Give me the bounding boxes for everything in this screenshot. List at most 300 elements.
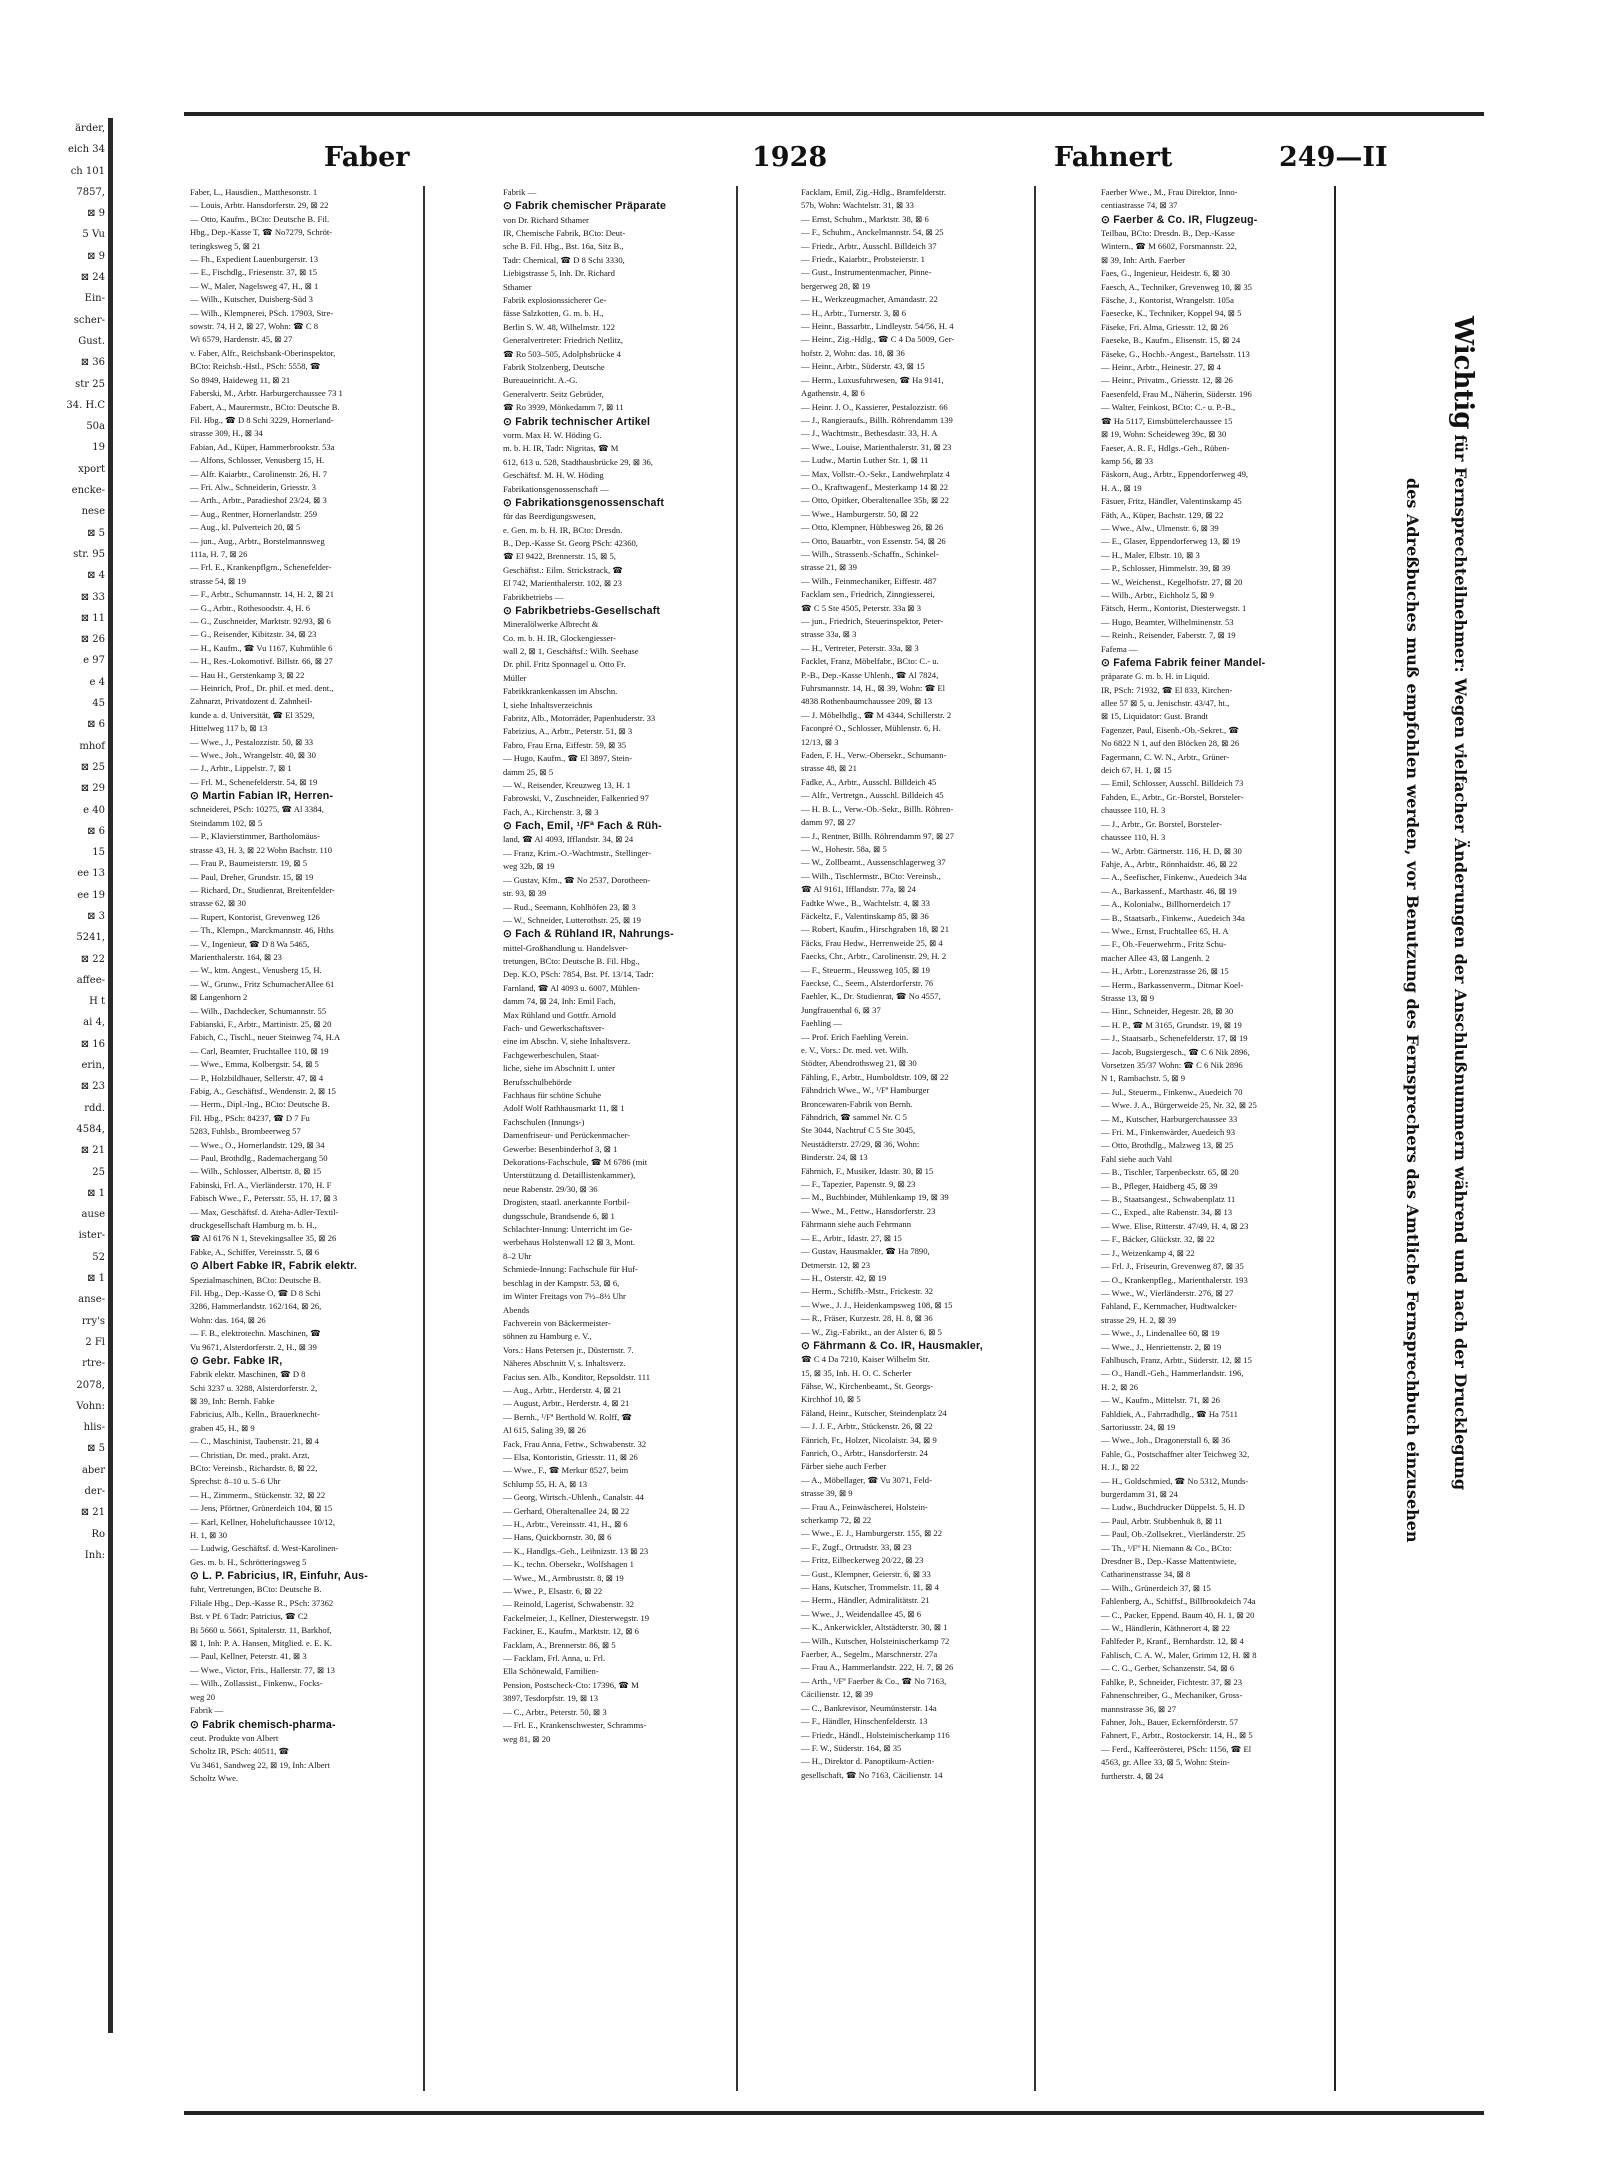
directory-line: Zahnarzt, Privatdozent d. Zahnheil- (190, 696, 313, 707)
directory-line: Fanrich, O., Arbtr., Hansdorferstr. 24 (801, 1447, 928, 1458)
directory-line: — F., Händler, Hinschenfelderstr. 13 (801, 1716, 928, 1727)
directory-line: bergerweg 28, ⊠ 19 (801, 280, 871, 291)
directory-line: — Fh., Expedient Lauenburgerstr. 13 (190, 254, 319, 265)
directory-line: Fabke, A., Schiffer, Vereinsstr. 5, ⊠ 6 (190, 1246, 320, 1257)
directory-line: — Paul, Arbtr. Stubbenhuk 8, ⊠ 11 (1101, 1515, 1223, 1526)
directory-line: — Friedr., Kaiarbtr., Probsteierstr. 1 (801, 254, 925, 265)
directory-line: — Richard, Dr., Studienrat, Breitenfelder- (190, 884, 335, 895)
directory-line: Fachgewerbeschulen, Staat- (503, 1049, 600, 1060)
edge-fragment: 50a (86, 421, 105, 433)
directory-line: neue Rabenstr. 29/30, ⊠ 36 (503, 1183, 598, 1194)
directory-line: — A., Seefischer, Finkenw., Auedeich 34a (1101, 872, 1247, 883)
edge-fragment: e 97 (83, 655, 105, 667)
directory-line: — Robert, Kaufm., Hirschgraben 18, ⊠ 21 (801, 924, 950, 935)
notice-title: Wichtig (1448, 316, 1478, 430)
directory-line: I, siehe Inhaltsverzeichnis (503, 699, 593, 710)
directory-line: ⊙ L. P. Fabricius, IR, Einfuhr, Aus- (190, 1570, 368, 1583)
directory-line: ⊠ Langenhorn 2 (190, 992, 248, 1003)
directory-line: eine im Abschn. V, siehe Inhaltsverz. (503, 1036, 631, 1047)
directory-line: Fäcks, Frau Hedw., Herrenweide 25, ⊠ 4 (801, 937, 943, 948)
directory-line: ⊙ Fach, Emil, ¹/Fª Fach & Rüh- (503, 820, 662, 833)
directory-line: strasse 54, ⊠ 19 (190, 575, 246, 586)
directory-line: — Wwe., Ernst, Fruchtallee 65, H. A (1101, 925, 1229, 936)
directory-line: 4563, gr. Allee 33, ⊠ 5, Wohn: Stein- (1101, 1757, 1230, 1768)
directory-line: H. A., ⊠ 19 (1101, 482, 1142, 493)
directory-line: — H., Goldschmied, ☎ No 5312, Munds- (1101, 1475, 1249, 1486)
directory-line: Fack, Frau Anna, Fettw., Schwabenstr. 32 (503, 1438, 647, 1449)
directory-line: — Wwe., Louise, Marienthalerstr. 31, ⊠ 23 (801, 441, 952, 452)
directory-line: — Fritz, Eilbeckerweg 20/22, ⊠ 23 (801, 1555, 924, 1566)
directory-line: Faesch, A., Techniker, Grevenweg 10, ⊠ 35 (1101, 281, 1252, 292)
directory-line: dungsschule, Brandsende 6, ⊠ 1 (503, 1210, 615, 1221)
directory-line: — Arth., ¹/Fª Faerber & Co., ☎ No 7163, (801, 1675, 947, 1686)
directory-line: — F., Steuerm., Heussweg 105, ⊠ 19 (801, 964, 930, 975)
directory-line: Faerber Wwe., M., Frau Direktor, Inno- (1101, 187, 1238, 197)
directory-line: Fabinski, Frl. A., Vierländerstr. 170, H. F (190, 1179, 332, 1190)
directory-line: Unterstützung d. Detaillistenkammer), (503, 1170, 636, 1181)
directory-line: Generalvertreter: Friedrich Netlitz, (503, 335, 624, 346)
directory-line: 3286, Hammerlandstr. 162/164, ⊠ 26, (190, 1301, 322, 1312)
directory-line: Fäseke, G., Hochb.-Angest., Bartelsstr. 113 (1101, 348, 1250, 359)
directory-line: — W., Arbtr. Gärtnerstr. 116, H. D, ⊠ 30 (1101, 845, 1242, 856)
directory-line: — Heinr., Arbtr., Heinestr. 27, ⊠ 4 (1101, 362, 1221, 373)
directory-line: v. Faber, Alfr., Reichsbank-Oberinspektor, (190, 347, 336, 358)
directory-line: Mineralölwerke Albrecht & (503, 619, 599, 630)
directory-line: Fäsuer, Fritz, Händler, Valentinskamp 45 (1101, 496, 1242, 507)
directory-line: — Wilh., Klempnerei, PSch. 17903, Stre- (190, 307, 334, 318)
directory-line: Fabrowski, V., Zuschneider, Falkenried 97 (503, 793, 649, 804)
directory-line: Schi 3237 u. 3288, Alsterdorferstr. 2, (190, 1382, 318, 1393)
directory-line: H. 1, ⊠ 30 (190, 1530, 228, 1541)
directory-line: — Heinr., Zig.-Hdlg., ☎ C 4 Da 5009, Ger- (801, 334, 955, 345)
directory-line: — Wilh., Kutscher, Holsteinischerkamp 72 (801, 1635, 950, 1646)
directory-line: Jungfrauenthal 6, ⊠ 37 (801, 1004, 881, 1015)
edge-fragment: rry's (81, 1315, 105, 1327)
directory-line: Liebigstrasse 5, Inh. Dr. Richard (503, 268, 615, 279)
directory-line: — F., Arbtr., Schumannstr. 14, H. 2, ⊠ 21 (190, 589, 335, 600)
edge-fragment: erin, (81, 1060, 105, 1072)
directory-line: strasse 48, ⊠ 21 (801, 763, 857, 774)
directory-line: Teilbau, BCto: Dresdn. B., Dep.-Kasse (1101, 228, 1235, 239)
directory-line: Fach, A., Kirchenstr. 3, ⊠ 3 (503, 806, 599, 817)
directory-line: — Wwe., Joh., Wrangelstr. 40, ⊠ 30 (190, 750, 316, 761)
directory-line: Fähse, W., Kirchenbeamt., St. Georgs- (801, 1380, 934, 1391)
directory-line: Hbg., Dep.-Kasse T, ☎ No7279, Schröt- (190, 227, 333, 238)
directory-line: — Reinold, Lagerist, Schwabenstr. 32 (503, 1599, 635, 1610)
directory-line: — B., Staatsarb., Finkenw., Auedeich 34a (1101, 912, 1245, 923)
directory-line: ⊠ 15, Liquidator: Gust. Brandt (1101, 711, 1208, 722)
directory-line: strasse 39, ⊠ 9 (801, 1488, 853, 1499)
directory-line: macher Allee 43, ⊠ Langenh. 2 (1101, 952, 1210, 963)
directory-line: — Heinr., Privatm., Griesstr. 12, ⊠ 26 (1101, 375, 1233, 386)
directory-line: Wohn: das. 164, ⊠ 26 (190, 1314, 266, 1325)
directory-line: — Wwe., F., ☎ Merkur 8527, beim (503, 1465, 629, 1476)
edge-fragment: ause (81, 1209, 105, 1221)
directory-line: sche B. Fil. Hbg., Bst. 16a, Sitz B., (503, 241, 624, 252)
directory-line: Max Rühland und Gottfr. Arnold (503, 1009, 616, 1020)
directory-line: Fabianski, F., Arbtr., Martinistr. 25, ⊠ 20 (190, 1018, 332, 1029)
edge-fragment: anse- (78, 1294, 105, 1306)
directory-line: Vu 9671, Alsterdorferstr. 2, H., ⊠ 39 (190, 1341, 317, 1352)
edge-fragment: e 4 (89, 676, 105, 688)
edge-fragment: ⊠ 26 (80, 634, 105, 646)
directory-line: ⊙ Fabrik technischer Artikel (503, 415, 651, 428)
directory-line: — W., Händlerin, Käthnerort 4, ⊠ 22 (1101, 1623, 1230, 1634)
edge-fragment: ⊠ 23 (80, 1081, 105, 1093)
directory-line: 4838 Rothenbaumchaussee 209, ⊠ 13 (801, 696, 933, 707)
directory-line: 612, 613 u. 528, Stadthausbrücke 29, ⊠ 36, (503, 456, 653, 467)
directory-line: — Wwe., M., Fettw., Hansdorferstr. 23 (801, 1205, 936, 1216)
directory-line: Damenfriseur- und Perückenmacher- (503, 1130, 631, 1141)
directory-line: — Gerhard, Oberaltenallee 24, ⊠ 22 (503, 1505, 630, 1516)
directory-line: — K., Ankerwickler, Altstädterstr. 30, ⊠ 1 (801, 1622, 948, 1633)
directory-line: — O., Handl.-Geh., Hammerlandstr. 196, (1101, 1368, 1244, 1379)
directory-line: B., Dep.-Kasse St. Georg PSch: 42360, (503, 537, 638, 548)
directory-line: — Alfr., Vertretgn., Ausschl. Billdeich 45 (801, 790, 944, 801)
directory-line: Dep. K.O, PSch: 7854, Bst. Pf. 13/14, Tadr: (503, 969, 654, 980)
directory-line: — Max, Vollstr.-O.-Sekr., Landwehrplatz 4 (801, 468, 950, 479)
directory-line: Faes, G., Ingenieur, Heidestr. 6, ⊠ 30 (1101, 268, 1231, 279)
directory-line: — Paul, Dreher, Grundstr. 15, ⊠ 19 (190, 871, 314, 882)
directory-line: sowstr. 74, H 2, ⊠ 27, Wohn: ☎ C 8 (190, 321, 319, 332)
edge-fragment: ⊠ 6 (87, 719, 105, 731)
directory-line: Fäsche, J., Kontorist, Wrangelstr. 105a (1101, 295, 1234, 306)
directory-line: — Th., ¹/Fª H. Niemann & Co., BCto: (1101, 1542, 1232, 1553)
directory-line: — F., Tapezier, Papenstr. 9, ⊠ 23 (801, 1179, 916, 1190)
entry-column-4 (1101, 186, 1336, 2091)
directory-line: ☎ Ro 503–505, Adolphsbrücke 4 (503, 348, 621, 359)
directory-line: — C. G., Gerber, Schanzenstr. 54, ⊠ 6 (1101, 1663, 1235, 1674)
notice-text-2: des Adreßbuches muß empfohlen werden, vor Benutzung des Fernsprechers das Amtliche Fernsprechbuch einzusehen (1403, 478, 1422, 1543)
edge-fragment: aber (81, 1464, 105, 1476)
directory-line: — W., Weichenst., Kegelhofstr. 27, ⊠ 20 (1101, 576, 1243, 587)
directory-line: Fahlisch, C. A. W., Maler, Grimm 12, H. ⊠ 8 (1101, 1649, 1257, 1660)
directory-line: Spezialmaschinen, BCto: Deutsche B. (190, 1274, 322, 1285)
directory-line: Fackiner, E., Kaufm., Marktstr. 12, ⊠ 6 (503, 1626, 639, 1637)
edge-fragment: 25 (92, 1166, 105, 1178)
directory-line: BCto: Vereinsb., Richardstr. 8, ⊠ 22, (190, 1462, 318, 1473)
directory-line: — W., Maler, Nagelsweg 47, H., ⊠ 1 (190, 280, 319, 291)
directory-line: Fil. Hbg., PSch: 84237, ☎ D 7 Fu (190, 1112, 310, 1123)
directory-line: von Dr. Richard Sthamer (503, 214, 589, 225)
directory-line: — C., Packer, Eppend. Baum 40, H. 1, ⊠ 20 (1101, 1609, 1255, 1620)
directory-line: Faesenfeld, Frau M., Näherin, Süderstr. 196 (1101, 388, 1252, 399)
directory-line: — Ludw., Martin Luther Str. 1, ⊠ 11 (801, 455, 929, 466)
directory-line: — W., Kaufm., Mittelstr. 71, ⊠ 26 (1101, 1395, 1220, 1406)
directory-line: teringksweg 5, ⊠ 21 (190, 240, 261, 251)
directory-line: — Herm., Luxusfuhrwesen, ☎ Ha 9141, (801, 374, 944, 385)
directory-line: Scholtz IR, PSch: 40511, ☎ (190, 1746, 290, 1757)
directory-line: — Wwe., M., Armbruststr. 8, ⊠ 19 (503, 1572, 624, 1583)
directory-line: Kirchhof 10, ⊠ 5 (801, 1394, 861, 1405)
directory-line: mannstrasse 36, ⊠ 27 (1101, 1703, 1176, 1714)
directory-line: str. 93, ⊠ 39 (503, 888, 547, 899)
directory-line: Faeser, A. R. F., Hdlgs.-Geh., Rüben- (1101, 442, 1230, 453)
directory-line: — H., Werkzeugmacher, Amandastr. 22 (801, 294, 938, 305)
directory-line: furtherstr. 4, ⊠ 24 (1101, 1770, 1164, 1781)
directory-line: — Heinr., Bassarbtr., Lindleystr. 54/56, H. 4 (801, 321, 954, 332)
directory-line: ⊙ Fabrik chemisch-pharma- (190, 1718, 336, 1731)
directory-line: — A., Kolonialw., Billhornerdeich 17 (1101, 899, 1231, 910)
directory-line: — Arth., Arbtr., Paradieshof 23/24, ⊠ 3 (190, 495, 327, 506)
directory-line: So 8949, Haideweg 11, ⊠ 21 (190, 374, 291, 385)
directory-line: — F., Bäcker, Glückstr. 32, ⊠ 22 (1101, 1234, 1215, 1245)
directory-line: Fabrikbetriebs — (503, 591, 564, 602)
directory-line: Binderstr. 24, ⊠ 13 (801, 1152, 868, 1163)
directory-line: Fährnich, F., Musiker, Idastr. 30, ⊠ 15 (801, 1165, 934, 1176)
directory-line: Gewerbe: Besenbinderhof 3, ⊠ 1 (503, 1143, 618, 1154)
telephone-notice (1444, 316, 1484, 1916)
edge-fragment: Gust. (78, 335, 105, 347)
directory-line: — K., techn. Obersekr., Wolfshagen 1 (503, 1559, 634, 1570)
directory-line: — Wwe., W., Vierländerstr. 276, ⊠ 27 (1101, 1287, 1234, 1298)
directory-line: Berlin S. W. 48, Wilhelmstr. 122 (503, 321, 615, 332)
directory-line: Fackelmeier, J., Kellner, Diesterwegstr. 19 (503, 1612, 650, 1623)
directory-line: — Wwe., P., Elsastr. 6, ⊠ 22 (503, 1586, 603, 1597)
edge-fragment: ai 4, (83, 1017, 105, 1029)
directory-line: kunde a. d. Universität, ☎ El 3529, (190, 709, 315, 720)
directory-line: — Hugo, Beamter, Wilhelminenstr. 53 (1101, 616, 1234, 627)
directory-line: deich 67, H. 1, ⊠ 15 (1101, 765, 1172, 776)
directory-line: Fabrikationsgenossenschaft — (503, 483, 609, 494)
directory-line: — Wwe. J. A., Bürgerweide 25, Nr. 32, ⊠ 25 (1101, 1100, 1257, 1111)
directory-line: — Wwe. Elise, Ritterstr. 47/49, H. 4, ⊠ 23 (1101, 1220, 1249, 1231)
directory-line: — H., Res.-Lokomotivf. Billstr. 66, ⊠ 27 (190, 656, 333, 667)
edge-fragment: ⊠ 9 (87, 208, 105, 220)
directory-line: damm 97, ⊠ 27 (801, 817, 856, 828)
directory-line: — G., Reisender, Kibitzstr. 34, ⊠ 23 (190, 629, 317, 640)
directory-line: Stödter, Abendrothsweg 21, ⊠ 30 (801, 1058, 917, 1069)
directory-line: ☎ Ha 5117, Eimsbüttelerchaussee 15 (1101, 415, 1233, 426)
directory-line: — H. P., ☎ M 3165, Grundstr. 19, ⊠ 19 (1101, 1019, 1242, 1030)
directory-line: — Wilh., Tischlermstr., BCto: Vereinsb., (801, 870, 941, 881)
edge-fragment: str. 95 (73, 548, 105, 560)
directory-line: fuhr, Vertretungen, BCto: Deutsche B. (190, 1584, 322, 1595)
directory-line: — jun., Aug., Arbtr., Borstelmannsweg (190, 535, 325, 546)
directory-line: — H., Zimmerm., Stückenstr. 32, ⊠ 22 (190, 1489, 326, 1500)
directory-line: Fätsch, Herm., Kontorist, Diesterwegstr. 1 (1101, 603, 1247, 614)
directory-line: — E., Arbtr., Idastr. 27, ⊠ 15 (801, 1232, 902, 1243)
directory-line: Drogisten, staatl. anerkannte Fortbil- (503, 1197, 630, 1208)
directory-line: — Gust., Instrumentenmacher, Pinne- (801, 267, 932, 278)
directory-line: — Wwe., E. J., Hamburgerstr. 155, ⊠ 22 (801, 1528, 943, 1539)
directory-line: — Wilh., Feinmechaniker, Eiffestr. 487 (801, 575, 937, 586)
directory-line: — Aug., Arbtr., Herderstr. 4, ⊠ 21 (503, 1384, 622, 1395)
directory-line: strasse 43, H. 3, ⊠ 22 Wohn Bachstr. 110 (190, 844, 333, 855)
directory-line: Fahlenberg, A., Schiffsf., Billbrookdeich 74a (1101, 1596, 1256, 1607)
directory-line: — Carl, Beamter, Fruchtallee 110, ⊠ 19 (190, 1045, 329, 1056)
directory-line: — Frl. E., Krankenpflgrn., Schenefelder- (190, 562, 332, 573)
directory-line: Facklet, Franz, Möbelfabr., BCto: C.- u. (801, 656, 939, 667)
directory-line: Fach- und Gewerkschaftsver- (503, 1022, 605, 1033)
directory-page (184, 112, 1484, 2115)
directory-line: No 6822 N 1, auf den Blöcken 28, ⊠ 26 (1101, 738, 1240, 749)
directory-line: — A., Möbellager, ☎ Vu 3071, Feld- (801, 1474, 932, 1485)
directory-line: — W., ktm. Angest., Venusberg 15, H. (190, 965, 322, 976)
directory-line: m. b. H. IR, Tadr: Nigritas, ☎ M (503, 443, 619, 454)
directory-line: für das Beerdigungswesen, (503, 511, 596, 522)
directory-line: e. Gen. m. b. H. IR, BCto: Dresdn. (503, 524, 623, 535)
edge-fragment: ⊠ 1 (87, 1187, 105, 1199)
directory-line: Schmiede-Innung: Fachschule für Huf- (503, 1264, 638, 1275)
directory-line: — J., Staatsarb., Schenefelderstr. 17, ⊠ 19 (1101, 1033, 1248, 1044)
directory-line: Fahl siehe auch Vahl (1101, 1153, 1173, 1164)
directory-line: Sartoriusstr. 24, ⊠ 19 (1101, 1421, 1176, 1432)
directory-line: — F. B., elektrotechn. Maschinen, ☎ (190, 1328, 321, 1339)
directory-line: Fagenzer, Paul, Eisenb.-Ob.-Sekret., ☎ (1101, 724, 1240, 735)
edge-fragment: ⊠ 24 (80, 272, 105, 284)
directory-line: tretungen, BCto: Deutsche B. Fil. Hbg., (503, 955, 640, 966)
directory-line: — Frl. M., Schenefelderstr. 54, ⊠ 19 (190, 776, 318, 787)
directory-line: land, ☎ Al 4093, Ifflandstr. 34, ⊠ 24 (503, 834, 634, 845)
directory-line: — C., Bankrevisor, Neumünsterstr. 14a (801, 1702, 937, 1713)
edge-fragment: ⊠ 33 (80, 591, 105, 603)
directory-line: — Elsa, Kontoristin, Griesstr. 11, ⊠ 26 (503, 1451, 638, 1462)
directory-line: — Friedr., Arbtr., Ausschl. Billdeich 37 (801, 240, 937, 251)
edge-fragment: Vohn: (76, 1400, 105, 1412)
directory-line: — G., Zuschneider, Marktstr. 92/93, ⊠ 6 (190, 616, 331, 626)
directory-line: ⊙ Fach & Rühland IR, Nahrungs- (503, 928, 674, 941)
directory-line: allee 57 ⊠ 5, u. Jenischstr. 43/47, ht., (1101, 698, 1230, 709)
directory-line: — Hans, Kutscher, Trommelstr. 11, ⊠ 4 (801, 1582, 939, 1593)
directory-line: Agathenstr. 4, ⊠ 6 (801, 388, 865, 399)
directory-line: 3897, Tesdorpfstr. 19, ⊠ 13 (503, 1693, 599, 1704)
directory-line: — V., Ingenieur, ☎ D 8 Wa 5465, (190, 938, 310, 949)
edge-fragment: ⊠ 9 (87, 250, 105, 262)
directory-line: — W., Hohestr. 58a, ⊠ 5 (801, 843, 887, 854)
directory-line: — Wwe., O., Hornerlandstr. 129, ⊠ 34 (190, 1139, 325, 1150)
directory-line: Fäland, Heinr., Kutscher, Steindenplatz 24 (801, 1407, 947, 1418)
directory-line: Adolf Wolf Rathhausmarkt 11, ⊠ 1 (503, 1103, 625, 1114)
directory-line: — M., Kutscher, Harburgerchaussee 33 (1101, 1113, 1238, 1124)
header-year: 1928 (752, 142, 828, 173)
directory-line: Hittelweg 117 b, ⊠ 13 (190, 723, 268, 734)
directory-line: ⊙ Fabrikbetriebs-Gesellschaft (503, 604, 661, 617)
edge-fragment: Ein- (84, 293, 105, 305)
directory-line: — Gustav, Hausmakler, ☎ Ha 7890, (801, 1246, 930, 1257)
directory-line: Geschäftsf. M. H. W. Höding (503, 470, 604, 481)
edge-fragment: 2 Fl (85, 1336, 105, 1348)
directory-line: — Wilh., Arbtr., Eichholz 5, ⊠ 9 (1101, 589, 1214, 600)
directory-line: — Max, Geschäftsf. d. Ateha-Adler-Textil- (190, 1206, 339, 1217)
directory-line: strasse 29, H. 2, ⊠ 39 (1101, 1314, 1176, 1325)
directory-line: Wi 6579, Hardenstr. 45, ⊠ 27 (190, 334, 293, 345)
directory-line: 15, ⊠ 35, Inh. H. O. C. Scherler (801, 1367, 912, 1378)
directory-line: Bureaueinricht. A.-G. (503, 375, 578, 386)
edge-fragment: Ro (91, 1528, 105, 1540)
directory-line: ⊠ 39, Inh: Arth. Faerber (1101, 254, 1186, 265)
edge-fragment: ärder, (75, 123, 105, 134)
directory-line: — G., Arbtr., Rothesoodstr. 4, H. 6 (190, 602, 311, 613)
directory-line: — jun., Friedrich, Steuerinspektor, Peter- (801, 616, 944, 626)
directory-line: Pension, Postscheck-Cto: 17396, ☎ M (503, 1679, 639, 1690)
directory-line: 8–2 Uhr (503, 1250, 532, 1261)
directory-line: — Wilh., Grünerdeich 37, ⊠ 15 (1101, 1582, 1211, 1593)
directory-line: Fil. Hbg., ☎ D 8 Schi 3229, Hornerland- (190, 414, 334, 425)
directory-line: — Louis, Arbtr. Hansdorferstr. 29, ⊠ 22 (190, 200, 329, 211)
directory-line: ☎ Al 9161, Ifflandstr. 77a, ⊠ 24 (801, 884, 916, 895)
directory-line: Vorsetzen 35/37 Wohn: ☎ C 6 Nik 2896 (1101, 1060, 1243, 1070)
directory-line: — Otto, Kaufm., BCto: Deutsche B. Fil. (190, 213, 330, 224)
directory-line: Fabrik explosionssicherer Ge- (503, 295, 607, 306)
directory-line: Fähling, F., Arbtr., Humboldtstr. 109, ⊠ 22 (801, 1071, 949, 1082)
directory-line: Fachschulen (Innungs-) (503, 1116, 585, 1127)
directory-line: Steindamm 102, ⊠ 5 (190, 817, 263, 828)
directory-line: ⊙ Gebr. Fabke IR, (190, 1354, 283, 1367)
directory-line: — H., Arbtr., Lorenzstrasse 26, ⊠ 15 (1101, 966, 1229, 977)
directory-line: — Wilh., Strassenb.-Schaffn., Schinkel- (801, 548, 939, 559)
directory-line: Schlump 55, H. A, ⊠ 13 (503, 1478, 588, 1489)
directory-line: Vu 3461, Sandweg 22, ⊠ 19, Inh: Albert (190, 1759, 330, 1770)
directory-line: — Aug., Rentner, Hornerlandstr. 259 (190, 508, 318, 519)
directory-line: Fabian, Ad., Küper, Hammerbrookstr. 53a (190, 441, 335, 452)
directory-line: Berufsschulbehörde (503, 1076, 572, 1087)
directory-line: — Wilh., Schlosser, Albertstr. 8, ⊠ 15 (190, 1166, 322, 1177)
edge-fragment: ee 13 (77, 868, 105, 880)
directory-line: Fuhrsmannstr. 14, H., ⊠ 39, Wohn: ☎ El (801, 683, 946, 694)
edge-fragment: 2078, (76, 1379, 105, 1391)
directory-line: — F., Zugf., Ortrudstr. 33, ⊠ 23 (801, 1541, 912, 1552)
directory-line: — B., Pfleger, Haidberg 45, ⊠ 39 (1101, 1180, 1218, 1191)
directory-line: — Ludw., Buchdrucker Düppelst. 5, H. D (1101, 1502, 1245, 1513)
directory-line: — Heinr., Arbtr., Süderstr. 43, ⊠ 15 (801, 361, 925, 372)
directory-line: — Th., Klempn., Marckmannstr. 46, Hths (190, 925, 334, 936)
directory-line: — F., Schuhm., Anckelmannstr. 54, ⊠ 25 (801, 227, 944, 238)
directory-line: — F. W., Süderstr. 164, ⊠ 35 (801, 1742, 902, 1753)
directory-line: Fadke, A., Arbtr., Ausschl. Billdeich 45 (801, 776, 937, 787)
directory-line: BCto: Reichsb.-Hstl., PSch: 5558, ☎ (190, 361, 321, 372)
directory-line: — Heinrich, Prof., Dr. phil. et med. dent., (190, 683, 334, 694)
edge-fragment: H t (89, 996, 105, 1008)
directory-line: — J., Arbtr., Gr. Borstel, Borsteler- (1101, 818, 1222, 829)
edge-fragment: rtre- (82, 1358, 105, 1370)
header-page-number: 249—II (1279, 142, 1388, 173)
edge-fragment: mhof (79, 740, 105, 752)
directory-line: 111a, H. 7, ⊠ 26 (190, 548, 248, 559)
directory-line: — Rud., Seemann, Kohlhöfen 23, ⊠ 3 (503, 901, 636, 912)
directory-line: Faehler, K., Dr. Studienrat, ☎ No 4557, (801, 991, 941, 1002)
edge-fragment: eich 34 (67, 144, 105, 156)
edge-fragment: str 25 (75, 378, 105, 390)
directory-line: — Heinr. J. O., Kassierer, Pestalozzistr. 66 (801, 401, 948, 412)
edge-fragment: ee 19 (77, 889, 105, 901)
directory-line: Scholtz Wwe. (190, 1772, 239, 1783)
directory-line: — Alfr. Kaiarbtr., Carolinenstr. 26, H. 7 (190, 468, 328, 479)
directory-line: liche, siehe im Abschnitt I. unter (503, 1063, 615, 1074)
directory-line: — W., Schneider, Lutterothstr. 25, ⊠ 19 (503, 914, 641, 925)
edge-fragment: hlis- (83, 1422, 105, 1434)
directory-line: ⊙ Fabrik chemischer Präparate (503, 200, 667, 213)
edge-fragment: 34. H.C (66, 399, 105, 411)
directory-line: ⊠ 1, Inh: P. A. Hansen, Mitglied. e. E. K. (190, 1638, 333, 1649)
directory-line: ☎ C 5 Ste 4505, Peterstr. 33a ⊠ 3 (801, 602, 922, 613)
directory-line: Facius sen. Alb., Konditor, Repsoldstr. 111 (503, 1371, 651, 1382)
directory-line: IR, PSch: 71932, ☎ El 833, Kirchen- (1101, 684, 1233, 695)
directory-line: Näheres Abschnitt V, s. Inhaltsverz. (503, 1358, 626, 1369)
directory-line: H. 2, ⊠ 26 (1101, 1381, 1139, 1392)
directory-line: — Reinh., Reisender, Faberstr. 7, ⊠ 19 (1101, 630, 1236, 641)
edge-fragment: ⊠ 21 (80, 1145, 105, 1157)
directory-line: Fabig, A., Geschäftsf., Wendenstr. 2, ⊠ 15 (190, 1086, 336, 1097)
directory-line: Fäckeltz, F., Valentinskamp 85, ⊠ 36 (801, 910, 929, 921)
directory-line: — P., Schlosser, Himmelstr. 39, ⊠ 39 (1101, 563, 1231, 574)
directory-line: Fäth, A., Küper, Bachstr. 129, ⊠ 22 (1101, 509, 1224, 520)
directory-line: Filiale Hbg., Dep.-Kasse R., PSch: 37362 (190, 1597, 334, 1608)
directory-line: Detmerstr. 12, ⊠ 23 (801, 1259, 871, 1270)
edge-fragment: ⊠ 11 (80, 612, 105, 624)
edge-fragment: rdd. (84, 1102, 105, 1114)
directory-line: Fabrizius, A., Arbtr., Peterstr. 51, ⊠ 3 (503, 726, 633, 737)
